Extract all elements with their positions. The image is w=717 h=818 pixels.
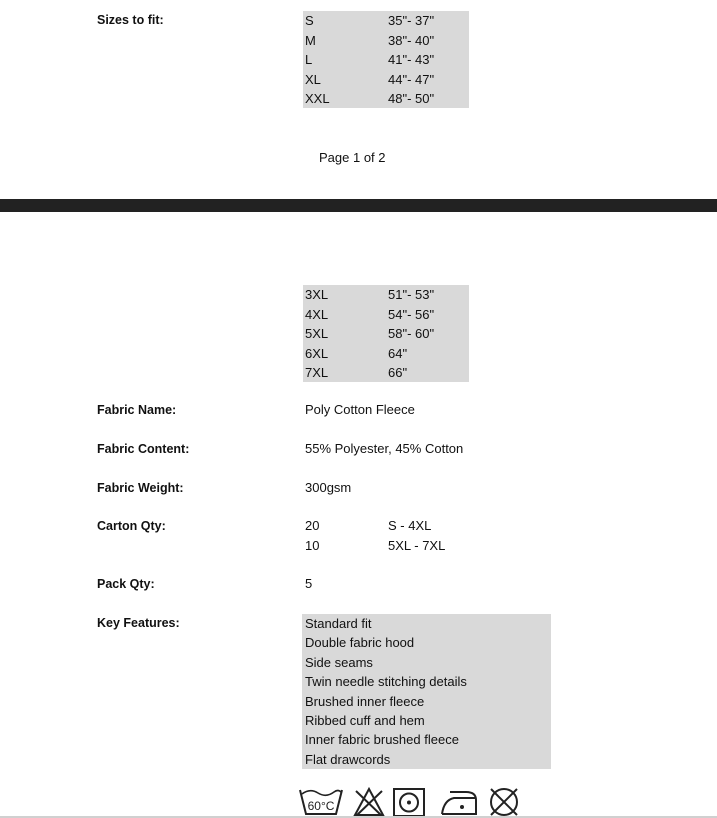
key-features-list [302, 614, 551, 769]
chest-cell: 66" [388, 365, 408, 380]
chest-cell: 48"- 50" [388, 91, 435, 106]
iron-icon [438, 786, 480, 818]
chest-cell: 35"- 37" [388, 13, 435, 28]
size-table-page1 [303, 11, 469, 108]
fabric-content-label: Fabric Content: [97, 442, 190, 456]
size-table-page2 [303, 285, 469, 382]
list-item: Ribbed cuff and hem [305, 712, 425, 728]
list-item: Flat drawcords [305, 751, 391, 767]
size-cell: 4XL [305, 306, 329, 322]
page-number: Page 1 of 2 [319, 150, 386, 165]
size-row [303, 363, 469, 383]
carton-qty-range: 5XL - 7XL [388, 538, 446, 553]
fabric-name-label: Fabric Name: [97, 403, 177, 417]
wash-60-icon [298, 786, 344, 818]
sizes-label: Sizes to fit: [97, 13, 164, 27]
size-cell: 7XL [305, 365, 329, 380]
tumble-dry-icon [392, 786, 426, 818]
chest-cell: 44"- 47" [388, 71, 435, 87]
size-cell: XL [305, 71, 321, 87]
carton-qty-value: 10 [305, 538, 320, 553]
pack-qty-value: 5 [305, 576, 313, 591]
page-divider [0, 199, 717, 212]
size-row [303, 324, 469, 344]
list-item: Twin needle stitching details [305, 674, 467, 690]
size-row [303, 89, 469, 109]
list-item: Inner fabric brushed fleece [305, 732, 459, 748]
list-item: Side seams [305, 654, 373, 670]
chest-cell: 51"- 53" [388, 287, 435, 302]
size-row [303, 70, 469, 90]
size-cell: 6XL [305, 345, 329, 361]
chest-cell: 38"- 40" [388, 32, 435, 48]
size-row [303, 11, 469, 31]
carton-qty-value: 20 [305, 518, 320, 533]
chest-cell: 54"- 56" [388, 306, 435, 322]
size-cell: XXL [305, 91, 330, 106]
size-cell: S [305, 13, 314, 28]
list-item: Standard fit [305, 616, 372, 631]
size-row [303, 344, 469, 364]
fabric-weight-value: 300gsm [305, 480, 352, 495]
carton-qty-range: S - 4XL [388, 518, 432, 533]
no-bleach-icon [352, 786, 386, 818]
size-row [303, 305, 469, 325]
size-cell: 5XL [305, 326, 329, 341]
size-row [303, 285, 469, 305]
size-cell: 3XL [305, 287, 329, 302]
pack-qty-label: Pack Qty: [97, 577, 155, 591]
carton-qty-label: Carton Qty: [97, 519, 166, 533]
list-item: Brushed inner fleece [305, 693, 425, 709]
fabric-name-value: Poly Cotton Fleece [305, 402, 415, 417]
no-dry-clean-icon [486, 786, 522, 818]
wash-temp: 60°C [307, 799, 335, 813]
size-cell: M [305, 32, 316, 48]
fabric-weight-label: Fabric Weight: [97, 481, 184, 495]
size-row [303, 50, 469, 70]
fabric-content-value: 55% Polyester, 45% Cotton [305, 441, 464, 456]
chest-cell: 64" [388, 345, 408, 361]
chest-cell: 41"- 43" [388, 52, 435, 67]
key-features-label: Key Features: [97, 616, 180, 630]
size-cell: L [305, 52, 313, 67]
chest-cell: 58"- 60" [388, 326, 435, 341]
size-row [303, 31, 469, 51]
list-item: Double fabric hood [305, 635, 415, 651]
